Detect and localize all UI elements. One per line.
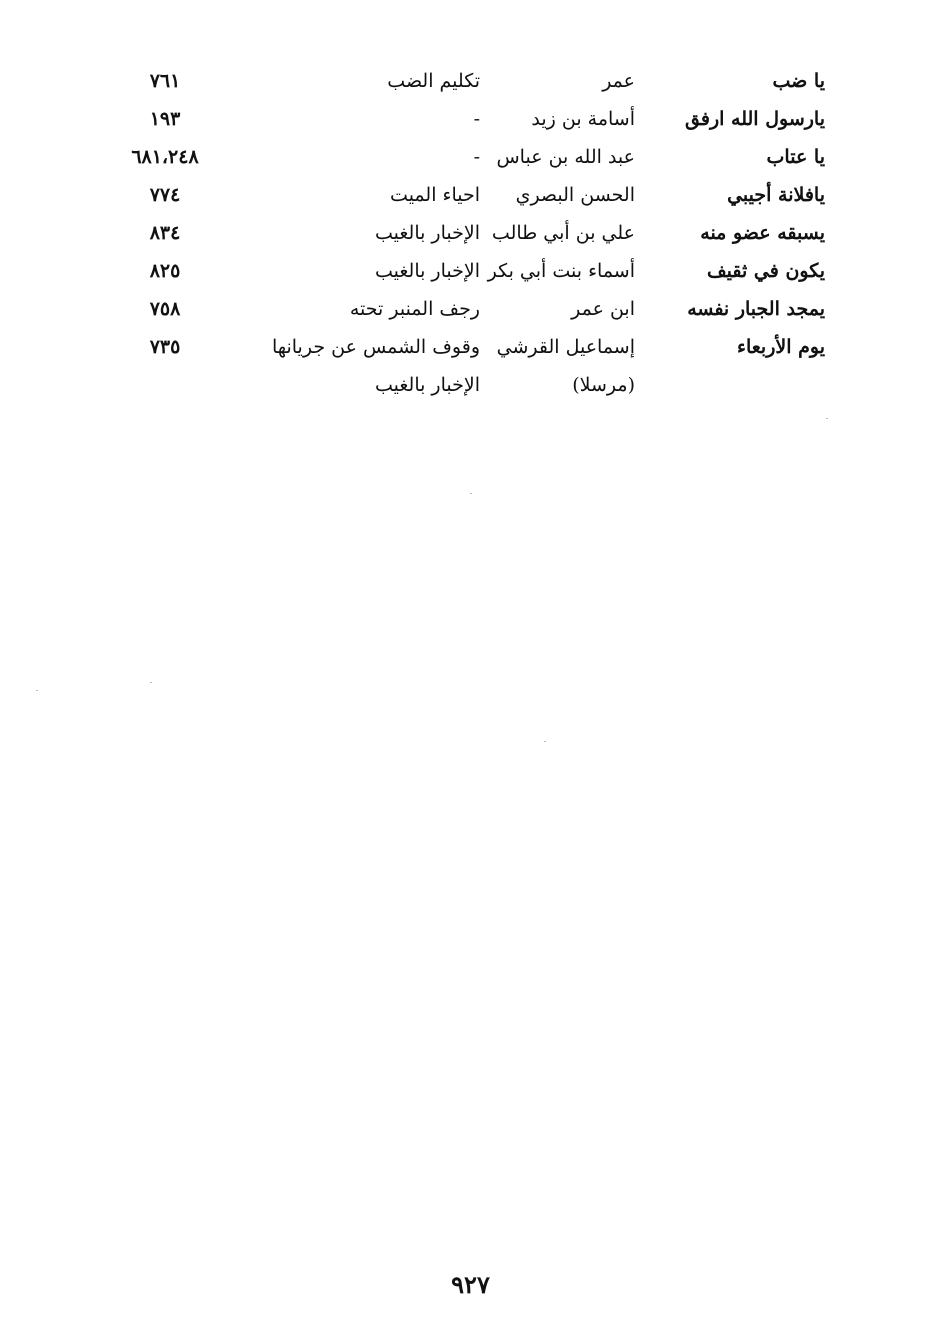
scan-speck [36, 690, 38, 691]
page-refs: ٧٧٤ [149, 184, 181, 206]
topic: - [473, 108, 480, 130]
narrator: (مرسلا) [572, 374, 635, 396]
page-refs: ٧٣٥ [149, 336, 181, 358]
table-row [110, 62, 825, 100]
table-row [110, 100, 825, 138]
hadith-phrase: يارسول الله ارفق [685, 108, 825, 130]
scan-speck [544, 741, 546, 742]
topic: رجف المنبر تحته [349, 298, 480, 320]
narrator: الحسن البصري [515, 184, 635, 206]
hadith-phrase: يسبقه عضو منه [700, 222, 825, 244]
scan-speck [826, 418, 828, 419]
page-number: ٩٢٧ [451, 1270, 490, 1299]
table-row [110, 214, 825, 252]
page-refs: ٧٦١ [149, 70, 181, 92]
hadith-phrase: يافلانة أجيبي [727, 184, 825, 206]
narrator: أسامة بن زيد [531, 108, 635, 130]
table-row [110, 252, 825, 290]
topic: تكليم الضب [387, 70, 480, 92]
table-row [110, 290, 825, 328]
narrator: أسماء بنت أبي بكر [487, 260, 635, 282]
topic: الإخبار بالغيب [374, 222, 480, 244]
page-refs: ٨٣٤ [149, 222, 181, 244]
scan-speck [470, 493, 472, 494]
page-refs: ٦٨١،٢٤٨ [131, 146, 199, 168]
topic: الإخبار بالغيب [374, 260, 480, 282]
topic: - [473, 146, 480, 168]
hadith-index-table [110, 62, 825, 404]
hadith-phrase: يمجد الجبار نفسه [687, 298, 825, 320]
hadith-phrase: يكون في ثقيف [707, 260, 825, 282]
narrator: عبد الله بن عباس [496, 146, 635, 168]
page-refs: ٧٥٨ [149, 298, 181, 320]
hadith-phrase: يا ضب [772, 70, 825, 92]
topic: الإخبار بالغيب [374, 374, 480, 396]
table-row [110, 138, 825, 176]
table-row [110, 366, 825, 404]
hadith-phrase: يوم الأربعاء [737, 336, 825, 358]
topic: وقوف الشمس عن جريانها [271, 336, 480, 358]
page-refs: ١٩٣ [149, 108, 181, 130]
scan-speck [150, 682, 152, 683]
page-refs: ٨٢٥ [149, 260, 181, 282]
table-row [110, 328, 825, 366]
hadith-phrase: يا عتاب [766, 146, 825, 168]
page-refs [110, 366, 220, 404]
narrator: ابن عمر [571, 298, 635, 320]
narrator: علي بن أبي طالب [491, 222, 635, 244]
narrator: إسماعيل القرشي [496, 336, 635, 358]
table-row [110, 176, 825, 214]
narrator: عمر [602, 70, 635, 92]
topic: احياء الميت [390, 184, 480, 206]
